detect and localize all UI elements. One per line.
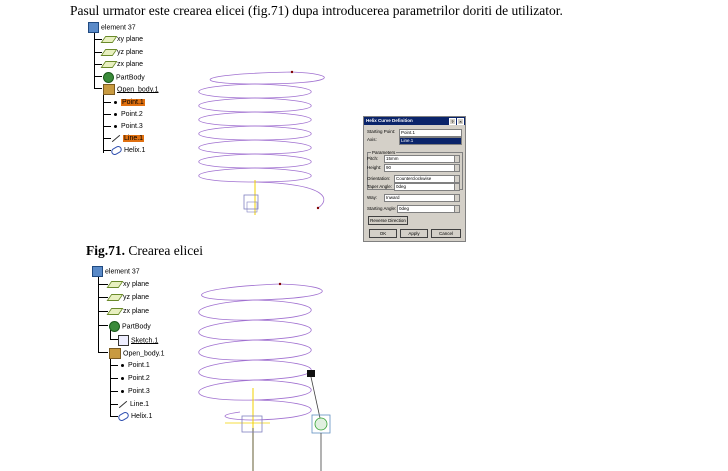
helix-view-top [180,60,330,220]
tree-item-open-body[interactable]: Open_body.1 [109,348,165,359]
point-icon [121,364,124,367]
point-icon [121,377,124,380]
way-select[interactable]: Inward [384,194,460,202]
point-icon [121,390,124,393]
tree-item-point2[interactable]: Point.2 [118,374,150,383]
axis-label: Axis: [367,137,377,142]
helix-icon [117,410,130,422]
taper-angle-field[interactable]: 0deg [394,183,460,191]
figure-caption-text: Crearea elicei [128,243,203,258]
starting-point-label: Starting Point: [367,129,396,134]
tree-item-line1[interactable]: Line.1 [111,134,144,143]
chevron-down-icon[interactable] [454,176,459,182]
line-icon [112,135,120,142]
figure-label: Fig.71. [86,243,125,258]
starting-point-field[interactable]: Point.1 [399,129,462,137]
tree-item-xy-plane[interactable]: xy plane [103,35,143,44]
tree-root[interactable]: element 37 [92,266,140,277]
spinner-icon[interactable] [454,156,459,162]
tree-item-helix1[interactable]: Helix.1 [111,146,145,155]
help-icon[interactable]: ? [449,118,456,125]
orientation-label: Orientation: [367,176,391,181]
parameters-label: Parameters [372,150,396,155]
spinner-icon[interactable] [454,165,459,171]
tree-item-point3[interactable]: Point.3 [111,122,143,131]
height-label: Height: [367,165,382,170]
partbody-icon [103,72,114,83]
tree-item-point1[interactable]: Point.1 [118,361,150,370]
tree-item-sketch1[interactable]: Sketch.1 [118,335,158,346]
spinner-icon[interactable] [454,184,459,190]
tree-item-line1[interactable]: Line.1 [118,400,149,409]
way-label: Way: [367,195,378,200]
starting-angle-field[interactable]: 0deg [397,205,460,213]
plane-icon [101,36,118,43]
taper-angle-label: Taper Angle: [367,184,393,189]
product-icon [92,266,103,277]
spinner-icon[interactable] [454,206,459,212]
figure-caption [86,243,203,259]
partbody-icon [109,321,120,332]
orientation-select[interactable]: Counterclockwise [394,175,460,183]
close-icon[interactable]: × [457,118,464,125]
point-icon [114,113,117,116]
tree-item-yz-plane[interactable]: yz plane [103,48,143,57]
sketch-icon [118,335,129,346]
pitch-label: Pitch: [367,156,379,161]
apply-button[interactable]: Apply [400,229,428,238]
axis-field[interactable]: Line.1 [399,137,462,145]
tree-item-zx-plane[interactable]: zx plane [103,60,143,69]
intro-paragraph: Pasul urmator este crearea elicei (fig.71) dupa introducerea parametrilor doriti de utilizator. [70,3,563,18]
ok-button[interactable]: OK [369,229,397,238]
tree-item-yz-plane[interactable]: yz plane [109,293,149,302]
tree-item-partbody[interactable]: PartBody [109,321,151,332]
starting-angle-label: Starting Angle: [367,206,397,211]
tree-item-partbody[interactable]: PartBody [103,72,145,83]
plane-icon [101,61,118,68]
dialog-title-bar: Helix Curve Definition ? × [364,117,465,125]
spec-tree-top [88,22,188,157]
tree-item-helix1[interactable]: Helix.1 [118,412,152,421]
line-icon [119,401,127,408]
pitch-field[interactable]: 15mm [384,155,460,163]
plane-icon [107,294,124,301]
plane-icon [101,49,118,56]
helix-view-bottom [180,278,340,471]
tree-item-open-body[interactable]: Open_body.1 [103,84,159,95]
reverse-direction-button[interactable]: Reverse Direction [368,216,408,225]
tree-item-point1[interactable]: Point.1 [111,98,145,107]
point-icon [114,101,117,104]
tree-root[interactable]: element 37 [88,22,136,33]
tree-item-zx-plane[interactable]: zx plane [109,307,149,316]
height-field[interactable]: 90 [384,164,460,172]
tree-item-point2[interactable]: Point.2 [111,110,143,119]
open-body-icon [103,84,115,95]
point-icon [114,125,117,128]
tree-item-point3[interactable]: Point.3 [118,387,150,396]
chevron-down-icon[interactable] [454,195,459,201]
tree-item-xy-plane[interactable]: xy plane [109,280,149,289]
helix-curve-definition-dialog [363,116,466,242]
product-icon [88,22,99,33]
cancel-button[interactable]: Cancel [431,229,461,238]
open-body-icon [109,348,121,359]
helix-icon [110,144,123,156]
plane-icon [107,281,124,288]
plane-icon [107,308,124,315]
